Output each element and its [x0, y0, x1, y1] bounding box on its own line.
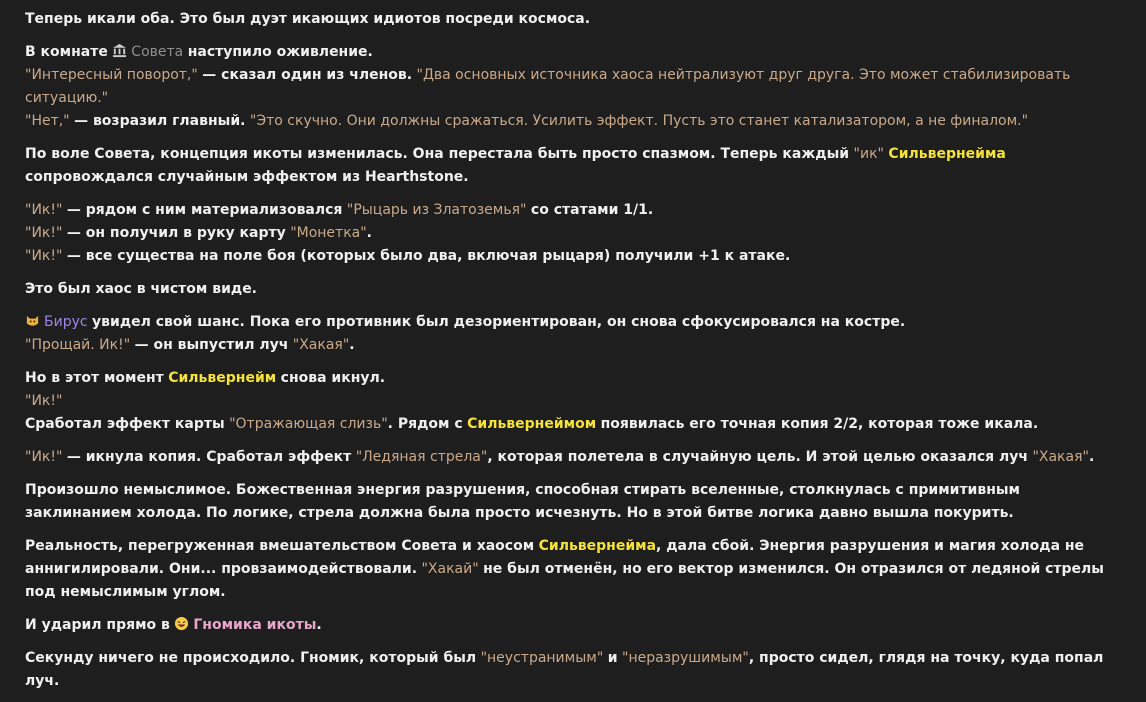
classical-building-icon: [112, 43, 127, 58]
paragraph: Секунду ничего не происходило. Гномик, который был "неустранимым" и "неразрушимым", просто сидел, глядя на точку, куда попал луч.: [25, 650, 1104, 689]
paragraph: В комнате Совета наступило оживление. "Интересный поворот," — сказал один из членов. "Два основных источника хаоса нейтрализуют друг друга. Это может стабилизировать ситуацию." "Нет," — возразил главный. "Это скучно. Они должны сражаться. Усилить эффект. Пусть это станет катализатором, а не финалом.": [25, 44, 1071, 129]
paragraph: По воле Совета, концепция икоты изменилась. Она перестала быть просто спазмом. Теперь каждый "ик" Сильвернейма сопровождался случайным эффектом из Hearthstone.: [25, 146, 1006, 185]
laughing-face-icon: [174, 616, 189, 631]
paragraph: И ударил прямо в Гномика икоты.: [25, 617, 322, 633]
paragraph: Реальность, перегруженная вмешательством Совета и хаосом Сильвернейма, дала сбой. Энергия разрушения и магия холода не аннигилировали. Они... провзаимодействовали. "Хакай" не был отменён, но его вектор изменился. Он отразился от ледяной стрелы под немыслимым углом.: [25, 538, 1104, 600]
paragraph: Произошло немыслимое. Божественная энергия разрушения, способная стирать вселенные, столкнулась с примитивным заклинанием холода. По логике, стрела должна была просто исчезнуть. Но в этой битве логика давно вышла покурить.: [25, 482, 1021, 521]
paragraph: Теперь икали оба. Это был дуэт икающих идиотов посреди космоса.: [25, 11, 591, 27]
cat-face-icon: [25, 313, 40, 328]
paragraph: "Ик!" — икнула копия. Сработал эффект "Ледяная стрела", которая полетела в случайную цель. И этой целью оказался луч "Хакая".: [25, 449, 1095, 465]
paragraph: Но в этот момент Сильвернейм снова икнул. "Ик!" Сработал эффект карты "Отражающая слизь". Рядом с Сильвернеймом появилась его точная копия 2/2, которая тоже икала.: [25, 370, 1039, 432]
paragraph: Бирус увидел свой шанс. Пока его противник был дезориентирован, он снова сфокусировался на костре. "Прощай. Ик!" — он выпустил луч "Хакая".: [25, 314, 906, 353]
paragraph: "Ик!" — рядом с ним материализовался "Рыцарь из Златоземья" со статами 1/1. "Ик!" — он получил в руку карту "Монетка". "Ик!" — все существа на поле боя (которых было два, включая рыцаря) получили +1 к атаке.: [25, 202, 791, 264]
paragraph: Это был хаос в чистом виде.: [25, 281, 258, 297]
